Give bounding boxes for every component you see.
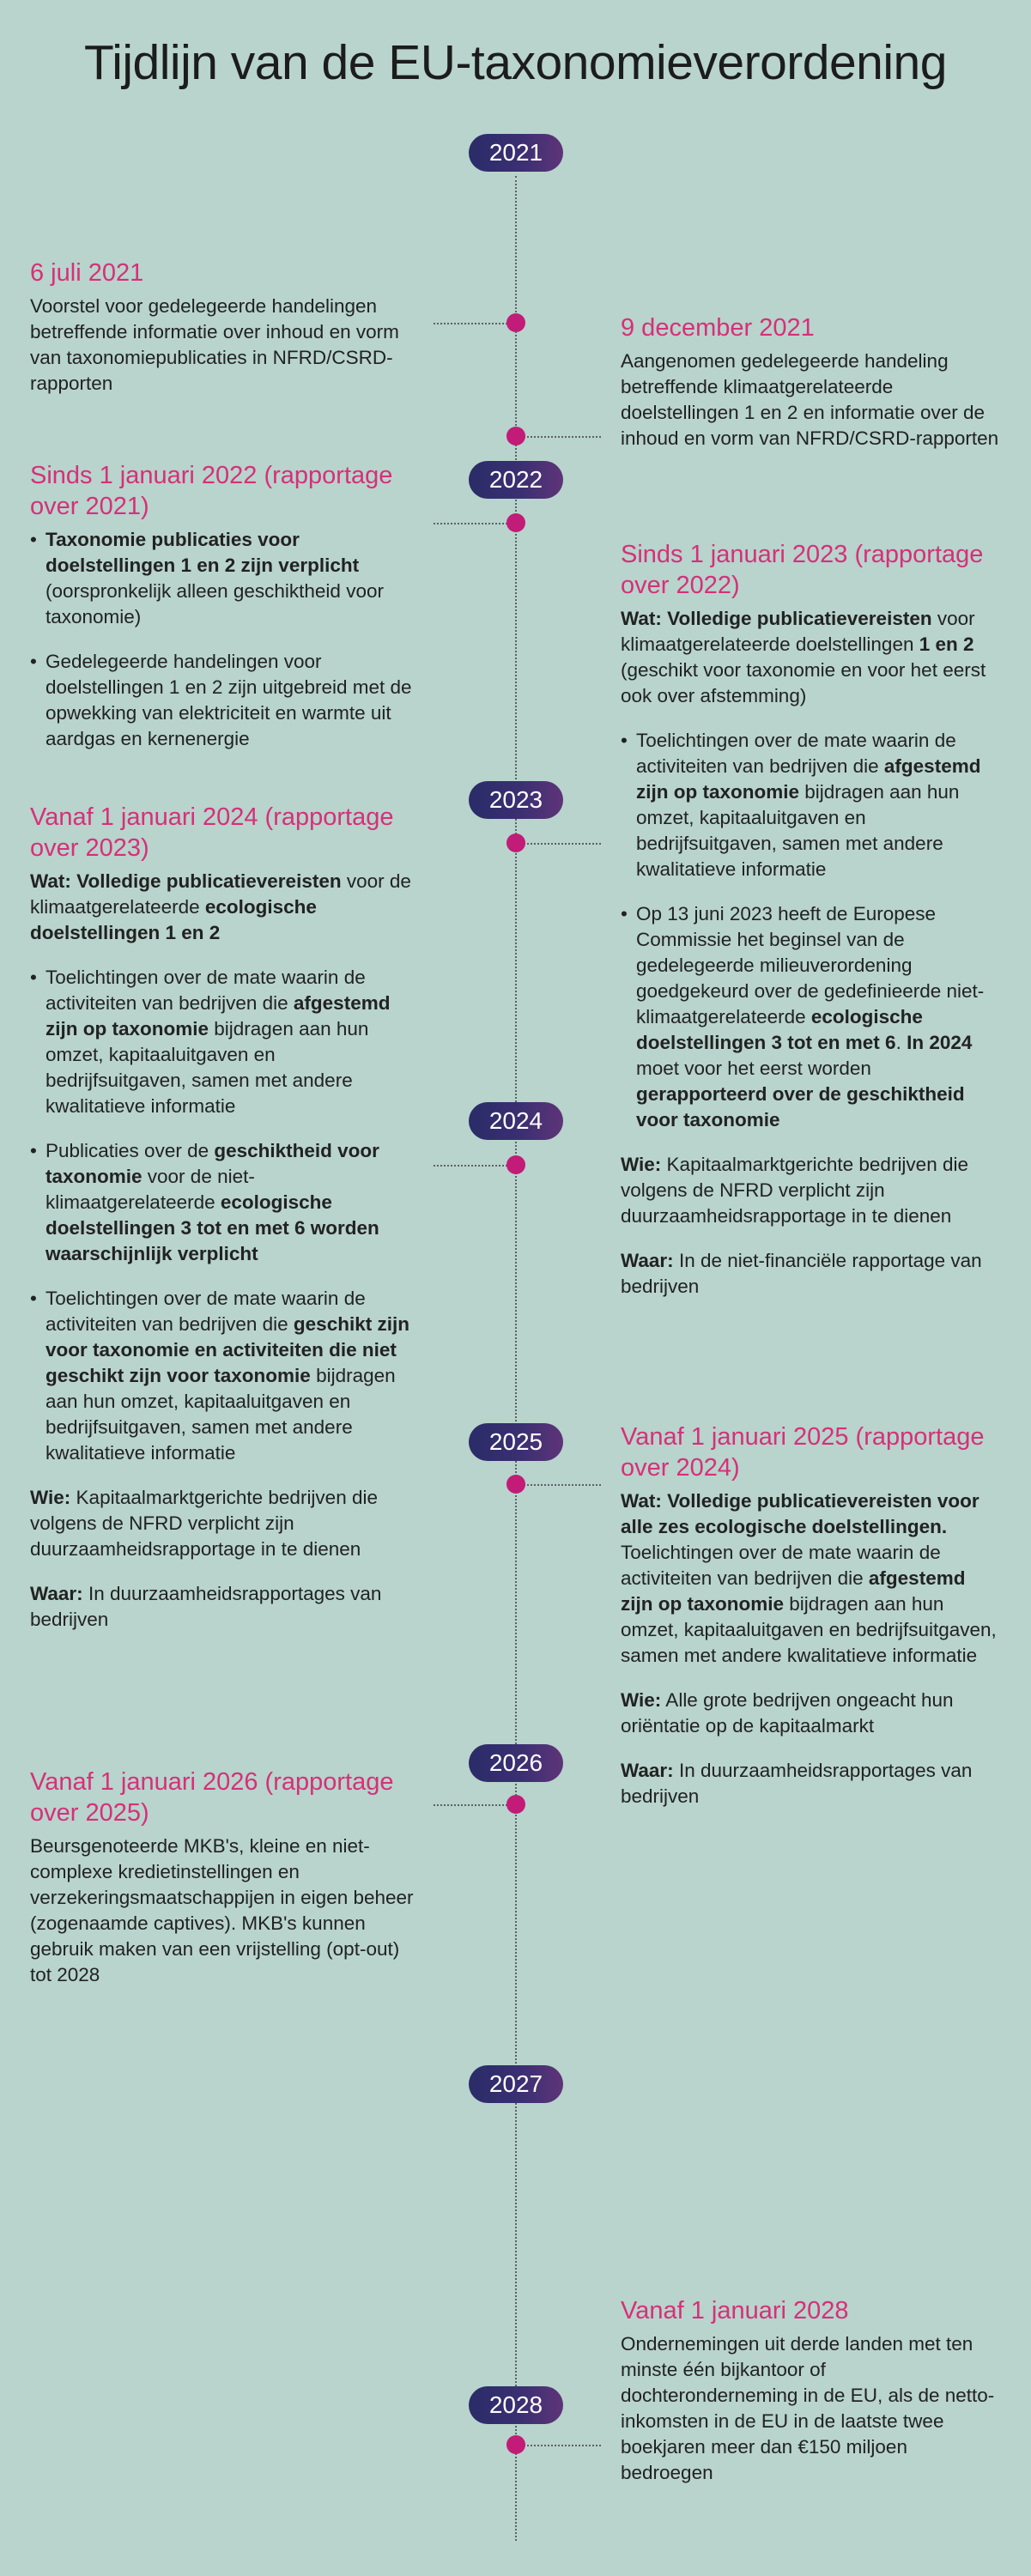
marker-2021-jul — [506, 313, 525, 332]
marker-2023 — [506, 833, 525, 852]
bullet-bold: ecologische doelstellingen 3 tot en met 6 — [636, 1006, 923, 1053]
wie-value: Kapitaalmarktgerichte bedrijven die volgens de NFRD verplicht zijn duurzaamheidsrapportage in te dienen — [30, 1487, 378, 1560]
connector-2021-dec — [520, 436, 601, 438]
waar-text — [621, 1248, 1003, 1300]
bullet-item — [30, 1286, 416, 1466]
wat-text — [621, 606, 1003, 709]
waar-label: Waar: — [30, 1583, 83, 1604]
wat-bold: afgestemd zijn op taxonomie — [621, 1567, 966, 1615]
bullet-bold: afgestemd zijn op taxonomie — [636, 755, 981, 803]
wat-text — [30, 869, 416, 946]
bullet-item — [30, 527, 416, 630]
connector-2026 — [434, 1804, 511, 1806]
entry-date: 9 december 2021 — [621, 314, 815, 342]
wat-bold: ecologische doelstellingen 1 en 2 — [30, 896, 317, 943]
year-pill-2028: 2028 — [469, 2386, 563, 2424]
bullet-text: Toelichtingen over de mate waarin de activiteiten van bedrijven die — [45, 967, 366, 1014]
entry-2021-december — [621, 312, 1003, 452]
bullet-text: Toelichtingen over de mate waarin de activiteiten van bedrijven die — [636, 730, 956, 777]
bullet-text: (oorspronkelijk alleen geschiktheid voor taxonomie) — [45, 580, 384, 627]
bullet-item — [621, 728, 1003, 882]
entry-2022 — [30, 460, 416, 752]
bullet-bold: geschiktheid voor taxonomie — [45, 1140, 379, 1187]
entry-date: Vanaf 1 januari 2024 (rapportage over 2023) — [30, 803, 394, 862]
entry-text: Ondernemingen uit derde landen met ten minste één bijkantoor of dochteronderneming in de EU, als de netto-inkomsten in de EU in de laatste twee boekjaren meer dan €150 miljoen bedroegen — [621, 2333, 995, 2483]
bullet-text: bijdragen aan hun omzet, kapitaaluitgaven en bedrijfsuitgaven, samen met andere kwalitatieve informatie — [636, 781, 960, 880]
wie-label: Wie: — [621, 1689, 662, 1711]
bullet-text: bijdragen aan hun omzet, kapitaaluitgaven en bedrijfsuitgaven, samen met andere kwalitatieve informatie — [45, 1365, 396, 1464]
year-pill-2024: 2024 — [469, 1102, 563, 1140]
waar-text — [30, 1581, 416, 1633]
entry-2026 — [30, 1767, 416, 1988]
bullet-text: Gedelegeerde handelingen voor doelstellingen 1 en 2 zijn uitgebreid met de opwekking van elektriciteit en warmte uit aardgas en kernenergie — [45, 651, 412, 749]
connector-2025 — [520, 1484, 601, 1486]
waar-label: Waar: — [621, 1250, 674, 1271]
bullet-text: voor de niet-klimaatgerelateerde — [45, 1166, 255, 1213]
entry-2021-july — [30, 258, 416, 397]
bullet-bold: Taxonomie publicaties voor doelstellingen 1 en 2 zijn verplicht — [45, 529, 360, 576]
year-pill-2026: 2026 — [469, 1744, 563, 1782]
connector-2021-jul — [434, 323, 511, 324]
wie-label: Wie: — [621, 1154, 662, 1175]
bullet-text: Toelichtingen over de mate waarin de activiteiten van bedrijven die — [45, 1288, 366, 1335]
wie-value: Kapitaalmarktgerichte bedrijven die volgens de NFRD verplicht zijn duurzaamheidsrapportage in te dienen — [621, 1154, 968, 1227]
waar-text — [621, 1758, 1003, 1809]
wat-label: Wat: Volledige publicatievereisten voor alle zes ecologische doelstellingen. — [621, 1490, 979, 1537]
bullet-text: bijdragen aan hun omzet, kapitaaluitgaven en bedrijfsuitgaven, samen met andere kwalitatieve informatie — [45, 1018, 369, 1117]
wie-text — [621, 1688, 1003, 1739]
wie-label: Wie: — [30, 1487, 71, 1508]
bullet-text: Publicaties over de — [45, 1140, 215, 1161]
entry-date: Sinds 1 januari 2022 (rapportage over 2021) — [30, 462, 393, 520]
waar-value: In duurzaamheidsrapportages van bedrijven — [30, 1583, 382, 1630]
marker-2028 — [506, 2435, 525, 2454]
entry-date: Vanaf 1 januari 2026 (rapportage over 2025) — [30, 1768, 394, 1827]
marker-2022 — [506, 513, 525, 532]
bullet-item — [30, 1138, 416, 1267]
wat-text — [621, 1488, 1003, 1669]
entry-date: Vanaf 1 januari 2028 — [621, 2297, 849, 2324]
bullet-item — [30, 965, 416, 1119]
bullet-text: moet voor het eerst worden — [636, 1058, 871, 1079]
entry-2025 — [621, 1421, 1003, 1809]
year-pill-2027: 2027 — [469, 2065, 563, 2103]
year-pill-2023: 2023 — [469, 781, 563, 819]
marker-2021-dec — [506, 427, 525, 445]
bullet-bold: ecologische doelstellingen 3 tot en met 6 worden waarschijnlijk verplicht — [45, 1191, 379, 1264]
bullet-bold: gerapporteerd over de geschiktheid voor taxonomie — [636, 1083, 965, 1130]
bullet-item — [30, 649, 416, 752]
year-pill-2021: 2021 — [469, 134, 563, 172]
connector-2028 — [520, 2445, 601, 2446]
marker-2024 — [506, 1155, 525, 1174]
bullet-text: Op 13 juni 2023 heeft de Europese Commissie het beginsel van de gedelegeerde milieuverordening goedgekeurd over de gedefinieerde niet-klimaatgerelateerde — [636, 903, 985, 1027]
bullet-bold: afgestemd zijn op taxonomie — [45, 992, 391, 1039]
entry-2023 — [621, 539, 1003, 1300]
entry-2024 — [30, 802, 416, 1633]
entry-text: Voorstel voor gedelegeerde handelingen betreffende informatie over inhoud en vorm van taxonomiepublicaties in NFRD/CSRD-rapporten — [30, 295, 399, 394]
entry-date: Vanaf 1 januari 2025 (rapportage over 2024) — [621, 1423, 985, 1482]
wie-text — [30, 1485, 416, 1562]
entry-text: Beursgenoteerde MKB's, kleine en niet-complexe kredietinstellingen en verzekeringsmaatschappijen in eigen beheer (zogenaamde captives). MKB's kunnen gebruik maken van een vrijstelling (opt-out) tot 2028 — [30, 1835, 414, 1985]
wat-end: bijdragen aan hun omzet, kapitaaluitgaven en bedrijfsuitgaven, samen met andere kwalitatieve informatie — [621, 1593, 997, 1666]
connector-2024 — [434, 1165, 511, 1167]
wat-end: (geschikt voor taxonomie en voor het eerst ook over afstemming) — [621, 659, 986, 706]
wat-mid: voor de klimaatgerelateerde — [30, 870, 411, 918]
entry-2028 — [621, 2295, 1003, 2486]
wat-label: Wat: Volledige publicatievereisten — [30, 870, 342, 892]
entry-date: Sinds 1 januari 2023 (rapportage over 2022) — [621, 541, 984, 599]
marker-2026 — [506, 1795, 525, 1814]
waar-label: Waar: — [621, 1760, 674, 1781]
entry-date: 6 juli 2021 — [30, 259, 144, 287]
entry-text: Aangenomen gedelegeerde handeling betreffende klimaatgerelateerde doelstellingen 1 en 2 en informatie over de inhoud en vorm van NFRD/CSRD-rapporten — [621, 350, 999, 449]
wie-value: Alle grote bedrijven ongeacht hun oriëntatie op de kapitaalmarkt — [621, 1689, 954, 1737]
page-title: Tijdlijn van de EU-taxonomieverordening — [84, 35, 947, 90]
wat-mid: Toelichtingen over de mate waarin de activiteiten van bedrijven die — [621, 1542, 941, 1589]
waar-value: In duurzaamheidsrapportages van bedrijven — [621, 1760, 973, 1807]
year-pill-2022: 2022 — [469, 461, 563, 499]
bullet-text: . — [895, 1032, 907, 1053]
waar-value: In de niet-financiële rapportage van bedrijven — [621, 1250, 982, 1297]
bullet-bold: In 2024 — [907, 1032, 973, 1053]
bullet-bold: geschikt zijn voor taxonomie en activiteiten die niet geschikt zijn voor taxonomie — [45, 1313, 409, 1386]
connector-2022 — [434, 523, 511, 524]
wat-label: Wat: Volledige publicatievereisten — [621, 608, 932, 629]
wie-text — [621, 1152, 1003, 1229]
wat-mid: voor klimaatgerelateerde doelstellingen — [621, 608, 975, 655]
marker-2025 — [506, 1475, 525, 1494]
wat-bold: 1 en 2 — [919, 633, 974, 655]
bullet-item — [621, 901, 1003, 1133]
year-pill-2025: 2025 — [469, 1423, 563, 1461]
connector-2023 — [520, 843, 601, 845]
